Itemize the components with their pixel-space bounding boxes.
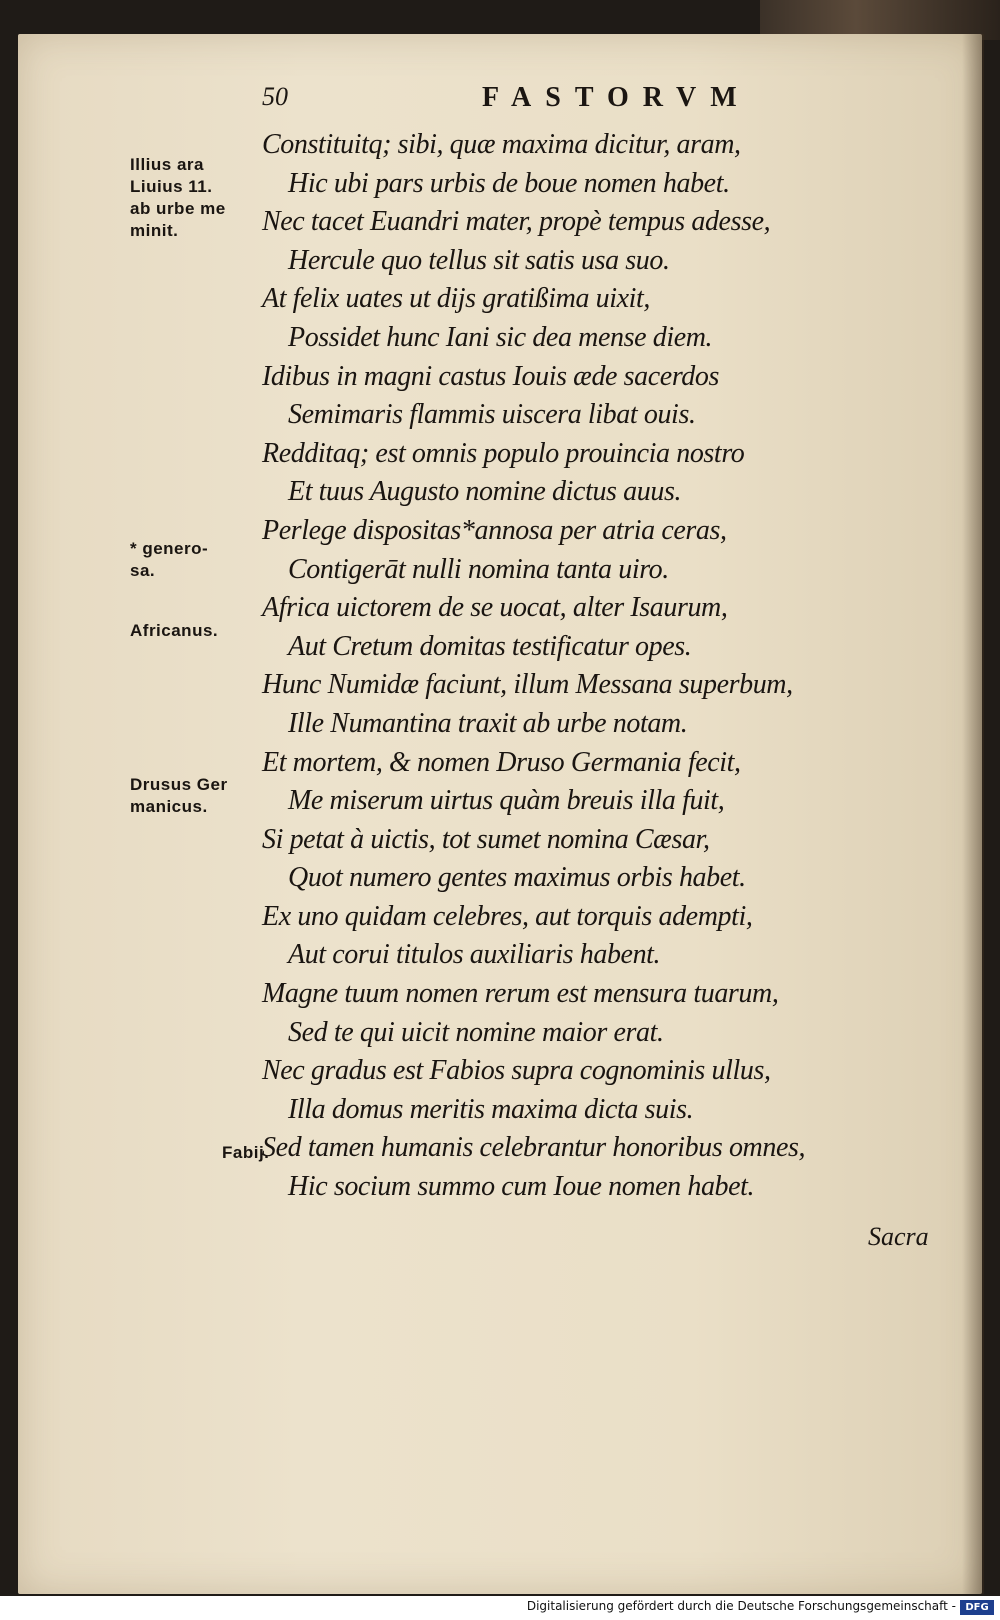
funding-credit: Digitalisierung gefördert durch die Deutsche Forschungsgemeinschaft - xyxy=(526,1599,956,1613)
verse-line: Nec tacet Euandri mater, propè tempus adesse, xyxy=(262,206,771,238)
verse-line: Magne tuum nomen rerum est mensura tuarum, xyxy=(262,978,779,1010)
verse-line: Hunc Numidæ faciunt, illum Messana superbum, xyxy=(262,669,793,701)
verse-line: Contigerāt nulli nomina tanta uiro. xyxy=(288,553,669,585)
page-header xyxy=(262,82,880,122)
verse-line: Hic socium summo cum Ioue nomen habet. xyxy=(288,1171,755,1203)
verse-line: Redditaq; est omnis populo prouincia nostro xyxy=(262,437,745,469)
margin-note: Fabij. xyxy=(222,1143,270,1162)
verse-line: At felix uates ut dijs gratißima uixit, xyxy=(262,283,651,315)
verse-line: Ex uno quidam celebres, aut torquis adempti, xyxy=(262,900,753,932)
verse-line: Hic ubi pars urbis de boue nomen habet. xyxy=(288,167,730,199)
verse-line: Quot numero gentes maximus orbis habet. xyxy=(288,862,746,894)
verse-column xyxy=(262,126,902,1207)
verse-line: Semimaris flammis uiscera libat ouis. xyxy=(288,399,696,431)
verse-line: Possidet hunc Iani sic dea mense diem. xyxy=(288,321,713,353)
verse-line: Perlege dispositas*annosa per atria ceras, xyxy=(262,514,727,546)
verse-line: Africa uictorem de se uocat, alter Isaurum, xyxy=(262,592,728,624)
verse-line: Constituitq; sibi, quæ maxima dicitur, aram, xyxy=(262,129,741,160)
verse-line: Et tuus Augusto nomine dictus auus. xyxy=(288,476,682,508)
margin-note: Liuius 11. xyxy=(130,177,213,196)
margin-note: Illius ara xyxy=(130,155,204,174)
margin-note: Drusus Ger xyxy=(130,775,228,794)
verse-line: Aut corui titulos auxiliaris habent. xyxy=(288,939,661,971)
margin-note: manicus. xyxy=(130,797,208,816)
verse-line: Si petat à uictis, tot sumet nomina Cæsar, xyxy=(262,823,710,855)
verse-line: Nec gradus est Fabios supra cognominis ullus, xyxy=(262,1055,771,1087)
verse-line: Ille Numantina traxit ab urbe notam. xyxy=(288,707,688,739)
dfg-logo-icon: DFG xyxy=(960,1600,994,1615)
footer-bar xyxy=(0,1596,1000,1620)
page-edge-shadow xyxy=(962,34,984,1594)
margin-note: minit. xyxy=(130,221,179,240)
margin-note: sa. xyxy=(130,561,156,580)
margin-note: ab urbe me xyxy=(130,199,226,218)
verse-line: Aut Cretum domitas testificatur opes. xyxy=(288,630,692,662)
verse-line: Illa domus meritis maxima dicta suis. xyxy=(288,1093,694,1125)
verse-line: Me miserum uirtus quàm breuis illa fuit, xyxy=(288,785,725,817)
margin-note: * genero- xyxy=(130,539,209,558)
folio-number: 50 xyxy=(262,82,288,111)
verse-line: Et mortem, & nomen Druso Germania fecit, xyxy=(262,746,741,778)
verse-line: Idibus in magni castus Iouis æde sacerdos xyxy=(262,360,719,392)
verse-line: Sed te qui uicit nomine maior erat. xyxy=(288,1016,664,1048)
verse-line: Sed tamen humanis celebrantur honoribus omnes, xyxy=(262,1132,806,1164)
catchword: Sacra xyxy=(868,1222,929,1251)
verse-line: Hercule quo tellus sit satis usa suo. xyxy=(288,244,670,276)
running-title: FASTORVM xyxy=(482,82,751,113)
margin-note: Africanus. xyxy=(130,621,219,640)
